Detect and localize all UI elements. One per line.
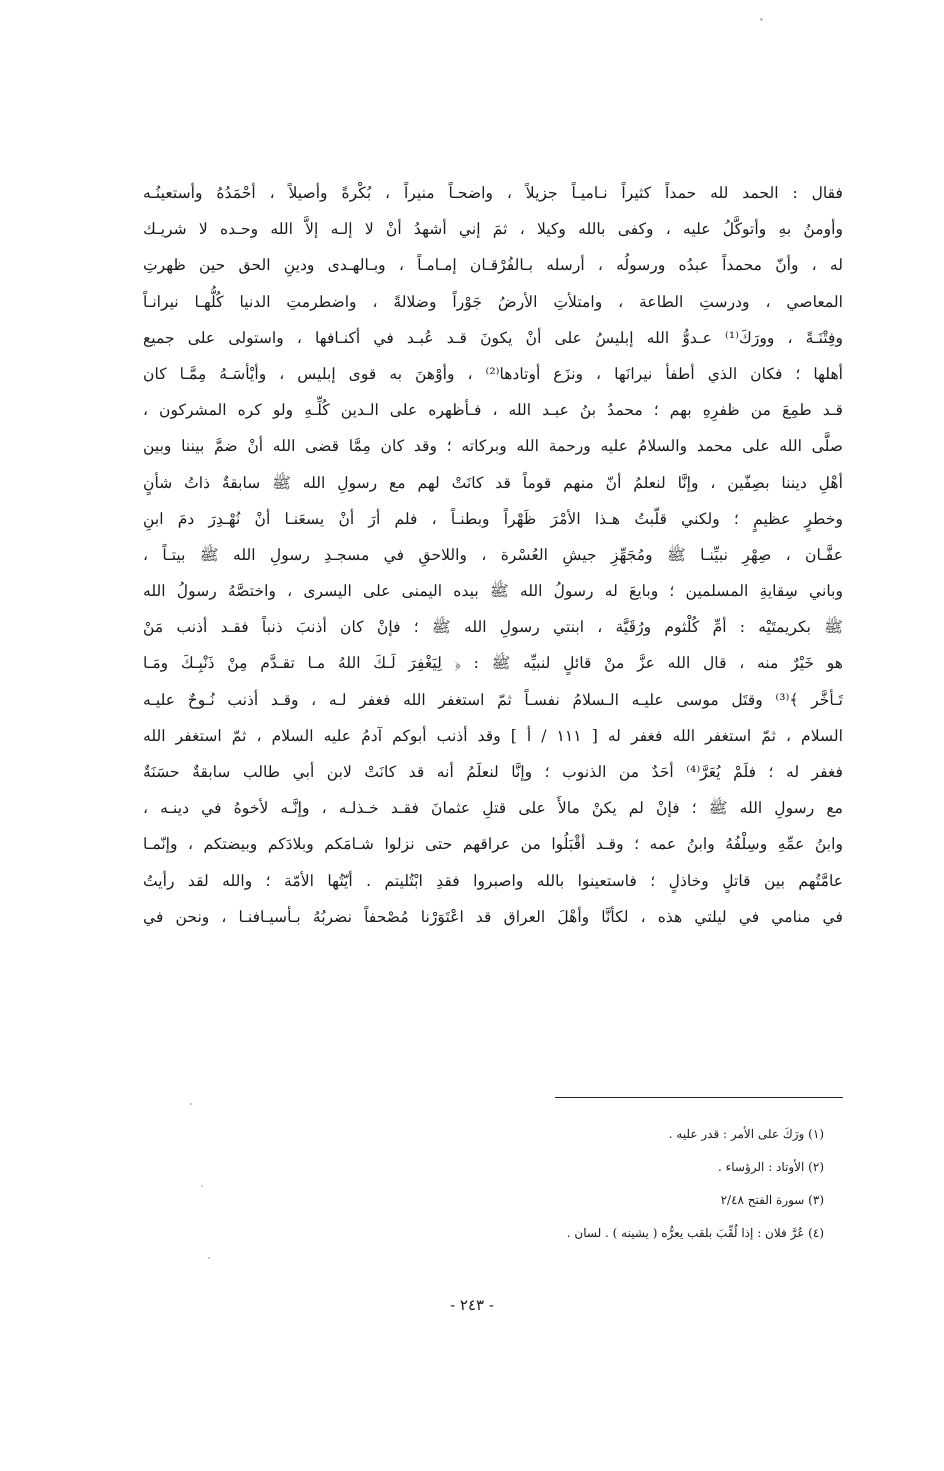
text-line: وخطرٍ عظيمٍ ؛ ولكني قلّبتُ هـذا الأمْرَ ظَهْراً وبطنـاً ، فلم أرَ أنْ يسعَنـا أنْ نُهْـدِرَ دمَ ابنِ [143, 509, 843, 528]
text-line: أهلها ؛ فكان الذي أطفأ نيرانَها ، ونزَع أوتادها⁽²⁾ ، وأوْهنَ به قوى إبليس ، وأيْأسَـهُ مِمَّـا كان [143, 364, 843, 383]
scan-speck [760, 18, 763, 21]
footnote: (٣) سورة الفتح ٢/٤٨ [720, 1193, 824, 1207]
footnote-separator [555, 1097, 843, 1098]
footnote: (١) ورَكَ على الأمر : قدر عليه . [668, 1127, 824, 1141]
text-line: مع رسولِ الله ﷺ ؛ فإنْ لم يكنْ مالأَ على قتلِ عثمانَ فقـد خـذلـه ، وإنَّـه لأخوهُ في دينـه ، [143, 799, 843, 818]
text-line: السلام ، ثمّ استغفر الله فغفر له [ ١١١ / أ ] وقد أذنب أبوكم آدمُ عليه السلام ، ثمّ استغفر الله [143, 726, 843, 745]
footnotes [224, 1118, 824, 1250]
text-line: له ، وأنّ محمداً عبدُه ورسولُه ، أرسله بـالفُرْقـان إمـامـاً ، وبـالهـدى ودينِ الحق حين ظهرتِ [143, 256, 843, 275]
text-line: عفَّـان ، صِهْرِ نبيِّنـا ﷺ ومُجَهِّزِ جيشِ العُسْرة ، واللاحقِ في مسجـدِ رسولِ الله ﷺ بيتـاً ، [143, 545, 843, 564]
text-line: المعاصي ، ودرستِ الطاعة ، وامتلأتِ الأرضُ جَوْراً وضلالةً ، واضطرمتِ الدنيا كُلُّهـا نيرانـاً [143, 292, 843, 311]
text-line: فغفر له ؛ فلَمْ يُعَرَّ⁽⁴⁾ أحَدٌ من الذنوب ؛ وإنَّا لنعلَمُ أنه قد كانَتْ لابن أبي طالب سابقةٌ حسَنَةٌ [143, 763, 843, 781]
text-line: قـد طمِعَ من ظفرِهِ بهم ؛ محمدُ بنُ عبـد الله ، فـأظهره على الـدين كُلِّـهِ ولو كره المشركون ، [143, 401, 843, 420]
text-line: في منامي في ليلتي هذه ، لكأنَّا وأهْلَ العراق قد اعْتَوَرْنا مُصْحفاً نضربُهُ بـأسيـافنـا ، ونحن في [143, 907, 843, 926]
page-number: - ٢٤٣ - [450, 1296, 494, 1314]
text-line: أهْلِ ديننا بصِفّين ، وإنَّا لنعلمُ أنّ منهم قوماً قد كانَتْ لهم مع رسولِ الله ﷺ سابقةٌ ذاتُ شأنٍ [143, 473, 843, 492]
body-text [143, 175, 843, 935]
scan-speck [190, 1103, 192, 1105]
text-line: ﷺ بكريمتَيْه : أمِّ كُلْثوم ورُقَيَّة ، ابنتي رسولِ الله ﷺ ؛ فإنْ كان أذنبَ ذنباً فقـد أذنب مَنْ [143, 618, 843, 637]
text-line: وباني سِقايةِ المسلمين ؛ وبايعَ له رسولُ الله ﷺ بيده اليمنى على اليسرى ، واختصَّهُ رسولُ الله [143, 582, 843, 601]
scan-speck [208, 1257, 210, 1259]
text-line: وابنُ عمِّهِ وسِلْفُهُ وابنُ عمه ؛ وقـد أقْبَلُوا من عراقهم حتى نزلوا شـامَكم وبلادَكم وبيضتكم ، وإنّمـا [143, 835, 843, 854]
text-line: فقال : الحمد لله حمداً كثيراً نـاميـاً جزيلاً ، واضحـاً منيراً ، بُكْرةً وأصيلاً ، أحْمَدُهُ وأستعينُـه [143, 184, 843, 202]
text-line: صلَّى الله على محمد والسلامُ عليه ورحمة الله وبركاته ؛ وقد كان مِمَّا قضى الله أنْ ضمَّ بيننا وبين [143, 437, 843, 456]
text-line: عامَّتُهم بين قاتلٍ وخاذلٍ ؛ فاستعينوا بالله واصبروا فقدِ ابْتُليتم . أيّتُها الأمّة ؛ والله لقد رأيتُ [143, 871, 843, 890]
text-line: وأومنُ بهِ وأتوكَّلُ عليه ، وكفى بالله وكيلا ، ثمَ إني أشهدُ أنْ لا إلـه إلاَّ الله وحـده لا شريـك [143, 220, 843, 239]
footnote: (٢) الأوتاد : الرؤساء . [717, 1160, 824, 1174]
scan-speck [201, 1185, 203, 1187]
text-line: هو خَيْرٌ منه ، قال الله عزَّ منْ قائلٍ لنبيِّه ﷺ : ﴿ لِيَغْفِرَ لَـكَ اللهُ مـا تقـدَّم مِنْ ذَنْبِـكَ ومَـا [143, 654, 843, 673]
text-line: وفِتْنَـةً ، وورَكَ⁽¹⁾ عـدوُّ الله إبليسُ على أنْ يكونَ قـد عُبـد في أكنـافها ، واستولى على جميع [143, 328, 843, 347]
footnote: (٤) عُرَّ فلان : إذا لُقِّبَ بلقب يعرُّه ( يشينه ) . لسان . [566, 1226, 824, 1240]
text-line: تَـأخَّر ﴾⁽³⁾ وقتَل موسى عليـه الـسلامُ نفسـاً ثمّ استغفر الله فغفر لـه ، وقـد أذنب نُـوحٌ عليـه [143, 690, 843, 709]
